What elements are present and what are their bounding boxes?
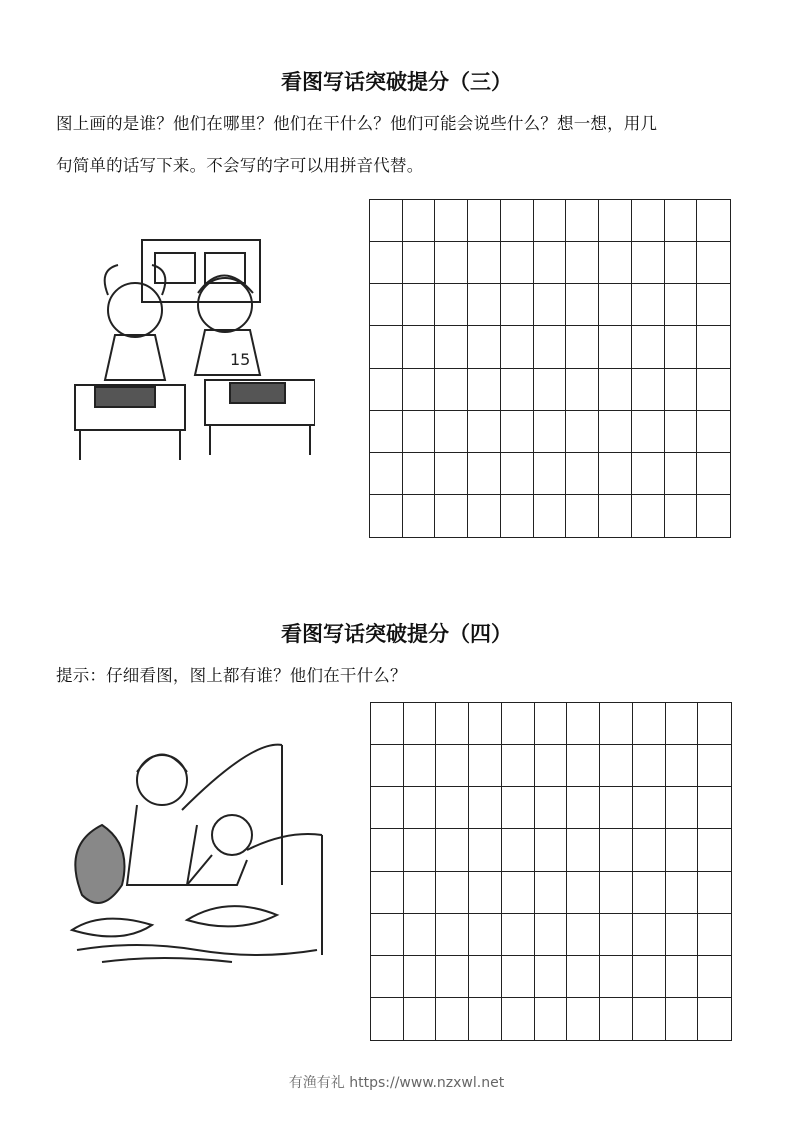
grid-cell[interactable] xyxy=(600,703,633,745)
grid-cell[interactable] xyxy=(600,872,633,914)
grid-cell[interactable] xyxy=(468,369,501,411)
grid-cell[interactable] xyxy=(567,829,600,871)
grid-cell[interactable] xyxy=(535,745,568,787)
grid-cell[interactable] xyxy=(697,200,730,242)
grid-cell[interactable] xyxy=(403,369,436,411)
grid-cell[interactable] xyxy=(600,998,633,1040)
grid-cell[interactable] xyxy=(665,453,698,495)
grid-cell[interactable] xyxy=(632,200,665,242)
grid-cell[interactable] xyxy=(502,872,535,914)
grid-cell[interactable] xyxy=(566,411,599,453)
grid-cell[interactable] xyxy=(501,453,534,495)
grid-cell[interactable] xyxy=(404,745,437,787)
grid-cell[interactable] xyxy=(665,284,698,326)
grid-cell[interactable] xyxy=(697,369,730,411)
grid-cell[interactable] xyxy=(502,745,535,787)
grid-cell[interactable] xyxy=(665,200,698,242)
grid-cell[interactable] xyxy=(468,495,501,537)
grid-cell[interactable] xyxy=(435,284,468,326)
grid-cell[interactable] xyxy=(404,872,437,914)
grid-cell[interactable] xyxy=(501,411,534,453)
grid-cell[interactable] xyxy=(502,787,535,829)
grid-cell[interactable] xyxy=(698,998,731,1040)
grid-cell[interactable] xyxy=(566,495,599,537)
footer-watermark: 有渔有礼 https://www.nzxwl.net xyxy=(288,1075,505,1091)
grid-cell[interactable] xyxy=(665,242,698,284)
grid-cell[interactable] xyxy=(403,453,436,495)
grid-cell[interactable] xyxy=(501,326,534,368)
grid-cell[interactable] xyxy=(567,914,600,956)
grid-cell[interactable] xyxy=(404,956,437,998)
grid-cell[interactable] xyxy=(665,495,698,537)
grid-cell[interactable] xyxy=(436,872,469,914)
grid-cell[interactable] xyxy=(469,745,502,787)
grid-cell[interactable] xyxy=(502,956,535,998)
grid-cell[interactable] xyxy=(534,326,567,368)
grid-cell[interactable] xyxy=(468,284,501,326)
grid-cell[interactable] xyxy=(666,787,699,829)
fishing-illustration xyxy=(62,740,337,970)
grid-cell[interactable] xyxy=(599,411,632,453)
grid-cell[interactable] xyxy=(469,998,502,1040)
grid-cell[interactable] xyxy=(469,829,502,871)
grid-cell[interactable] xyxy=(567,703,600,745)
grid-cell[interactable] xyxy=(633,914,666,956)
grid-cell[interactable] xyxy=(468,411,501,453)
grid-cell[interactable] xyxy=(435,495,468,537)
grid-cell[interactable] xyxy=(633,787,666,829)
grid-cell[interactable] xyxy=(698,703,731,745)
grid-cell[interactable] xyxy=(599,453,632,495)
grid-cell[interactable] xyxy=(404,829,437,871)
grid-cell[interactable] xyxy=(404,787,437,829)
grid-cell[interactable] xyxy=(599,326,632,368)
grid-cell[interactable] xyxy=(567,872,600,914)
grid-cell[interactable] xyxy=(600,914,633,956)
grid-cell[interactable] xyxy=(502,703,535,745)
grid-cell[interactable] xyxy=(665,411,698,453)
section3-prompt-line2: 句简单的话写下来。不会写的字可以用拼音代替。 xyxy=(56,156,424,175)
grid-cell[interactable] xyxy=(566,284,599,326)
classroom-illustration xyxy=(70,235,315,470)
grid-cell[interactable] xyxy=(371,829,404,871)
grid-cell[interactable] xyxy=(501,242,534,284)
grid-cell[interactable] xyxy=(632,453,665,495)
grid-cell[interactable] xyxy=(535,703,568,745)
grid-cell[interactable] xyxy=(535,872,568,914)
grid-cell[interactable] xyxy=(633,745,666,787)
grid-cell[interactable] xyxy=(632,326,665,368)
grid-cell[interactable] xyxy=(666,998,699,1040)
grid-cell[interactable] xyxy=(535,914,568,956)
grid-cell[interactable] xyxy=(697,284,730,326)
section3-prompt-line1: 图上画的是谁？他们在哪里？他们在干什么？他们可能会说些什么？想一想，用几 xyxy=(56,114,658,133)
grid-cell[interactable] xyxy=(370,200,403,242)
grid-cell[interactable] xyxy=(665,369,698,411)
grid-cell[interactable] xyxy=(599,242,632,284)
grid-cell[interactable] xyxy=(697,411,730,453)
section4-title: 看图写话突破提分（四） xyxy=(281,621,512,646)
grid-cell[interactable] xyxy=(632,284,665,326)
grid-cell[interactable] xyxy=(599,495,632,537)
grid-cell[interactable] xyxy=(567,998,600,1040)
grid-cell[interactable] xyxy=(567,787,600,829)
grid-cell[interactable] xyxy=(371,745,404,787)
grid-cell[interactable] xyxy=(371,956,404,998)
grid-cell[interactable] xyxy=(435,326,468,368)
grid-cell[interactable] xyxy=(436,998,469,1040)
grid-cell[interactable] xyxy=(534,369,567,411)
grid-cell[interactable] xyxy=(666,956,699,998)
grid-cell[interactable] xyxy=(697,453,730,495)
grid-cell[interactable] xyxy=(403,411,436,453)
grid-cell[interactable] xyxy=(534,200,567,242)
grid-cell[interactable] xyxy=(371,703,404,745)
grid-cell[interactable] xyxy=(632,495,665,537)
grid-cell[interactable] xyxy=(633,998,666,1040)
grid-cell[interactable] xyxy=(501,495,534,537)
grid-cell[interactable] xyxy=(535,829,568,871)
grid-cell[interactable] xyxy=(436,745,469,787)
grid-cell[interactable] xyxy=(502,829,535,871)
grid-cell[interactable] xyxy=(632,242,665,284)
grid-cell[interactable] xyxy=(468,200,501,242)
grid-cell[interactable] xyxy=(534,453,567,495)
grid-cell[interactable] xyxy=(403,284,436,326)
grid-cell[interactable] xyxy=(468,326,501,368)
grid-cell[interactable] xyxy=(370,495,403,537)
grid-cell[interactable] xyxy=(370,411,403,453)
grid-cell[interactable] xyxy=(666,745,699,787)
grid-cell[interactable] xyxy=(566,200,599,242)
grid-cell[interactable] xyxy=(370,326,403,368)
grid-cell[interactable] xyxy=(632,369,665,411)
grid-cell[interactable] xyxy=(666,914,699,956)
grid-cell[interactable] xyxy=(600,745,633,787)
grid-cell[interactable] xyxy=(371,998,404,1040)
grid-cell[interactable] xyxy=(468,453,501,495)
grid-cell[interactable] xyxy=(501,284,534,326)
grid-cell[interactable] xyxy=(633,872,666,914)
grid-cell[interactable] xyxy=(371,787,404,829)
grid-cell[interactable] xyxy=(436,703,469,745)
grid-cell[interactable] xyxy=(469,872,502,914)
grid-cell[interactable] xyxy=(665,326,698,368)
grid-cell[interactable] xyxy=(370,453,403,495)
grid-cell[interactable] xyxy=(698,872,731,914)
grid-cell[interactable] xyxy=(698,829,731,871)
grid-cell[interactable] xyxy=(698,787,731,829)
grid-cell[interactable] xyxy=(567,745,600,787)
svg-text:15: 15 xyxy=(230,350,251,369)
grid-cell[interactable] xyxy=(566,326,599,368)
grid-cell[interactable] xyxy=(502,914,535,956)
grid-cell[interactable] xyxy=(371,872,404,914)
grid-cell[interactable] xyxy=(371,914,404,956)
grid-cell[interactable] xyxy=(600,956,633,998)
grid-cell[interactable] xyxy=(566,369,599,411)
grid-cell[interactable] xyxy=(404,998,437,1040)
grid-cell[interactable] xyxy=(697,495,730,537)
grid-cell[interactable] xyxy=(666,829,699,871)
grid-cell[interactable] xyxy=(403,200,436,242)
grid-cell[interactable] xyxy=(403,495,436,537)
grid-cell[interactable] xyxy=(403,242,436,284)
grid-cell[interactable] xyxy=(435,242,468,284)
grid-cell[interactable] xyxy=(535,998,568,1040)
grid-cell[interactable] xyxy=(436,829,469,871)
grid-cell[interactable] xyxy=(370,369,403,411)
grid-cell[interactable] xyxy=(436,787,469,829)
grid-cell[interactable] xyxy=(534,284,567,326)
section4-writing-grid[interactable] xyxy=(370,702,732,1041)
grid-cell[interactable] xyxy=(534,411,567,453)
grid-cell[interactable] xyxy=(370,284,403,326)
grid-cell[interactable] xyxy=(666,703,699,745)
grid-cell[interactable] xyxy=(632,411,665,453)
grid-cell[interactable] xyxy=(697,242,730,284)
grid-cell[interactable] xyxy=(435,453,468,495)
grid-cell[interactable] xyxy=(469,787,502,829)
grid-cell[interactable] xyxy=(566,453,599,495)
grid-cell[interactable] xyxy=(403,326,436,368)
grid-cell[interactable] xyxy=(501,369,534,411)
grid-cell[interactable] xyxy=(599,284,632,326)
grid-cell[interactable] xyxy=(534,495,567,537)
grid-cell[interactable] xyxy=(404,914,437,956)
grid-cell[interactable] xyxy=(697,326,730,368)
grid-cell[interactable] xyxy=(633,829,666,871)
grid-cell[interactable] xyxy=(633,956,666,998)
grid-cell[interactable] xyxy=(567,956,600,998)
grid-cell[interactable] xyxy=(633,703,666,745)
grid-cell[interactable] xyxy=(599,369,632,411)
grid-cell[interactable] xyxy=(698,745,731,787)
grid-cell[interactable] xyxy=(698,914,731,956)
grid-cell[interactable] xyxy=(534,242,567,284)
grid-cell[interactable] xyxy=(436,914,469,956)
section4-hint: 提示：仔细看图，图上都有谁？他们在干什么？ xyxy=(56,666,407,685)
section3-writing-grid[interactable] xyxy=(369,199,731,538)
grid-cell[interactable] xyxy=(535,956,568,998)
section3-title: 看图写话突破提分（三） xyxy=(281,69,512,94)
grid-cell[interactable] xyxy=(600,829,633,871)
grid-cell[interactable] xyxy=(600,787,633,829)
grid-cell[interactable] xyxy=(370,242,403,284)
grid-cell[interactable] xyxy=(468,242,501,284)
grid-cell[interactable] xyxy=(435,411,468,453)
grid-cell[interactable] xyxy=(698,956,731,998)
grid-cell[interactable] xyxy=(436,956,469,998)
grid-cell[interactable] xyxy=(435,369,468,411)
grid-cell[interactable] xyxy=(435,200,468,242)
grid-cell[interactable] xyxy=(502,998,535,1040)
grid-cell[interactable] xyxy=(469,914,502,956)
grid-cell[interactable] xyxy=(404,703,437,745)
grid-cell[interactable] xyxy=(469,703,502,745)
grid-cell[interactable] xyxy=(599,200,632,242)
grid-cell[interactable] xyxy=(535,787,568,829)
grid-cell[interactable] xyxy=(469,956,502,998)
grid-cell[interactable] xyxy=(666,872,699,914)
grid-cell[interactable] xyxy=(501,200,534,242)
grid-cell[interactable] xyxy=(566,242,599,284)
